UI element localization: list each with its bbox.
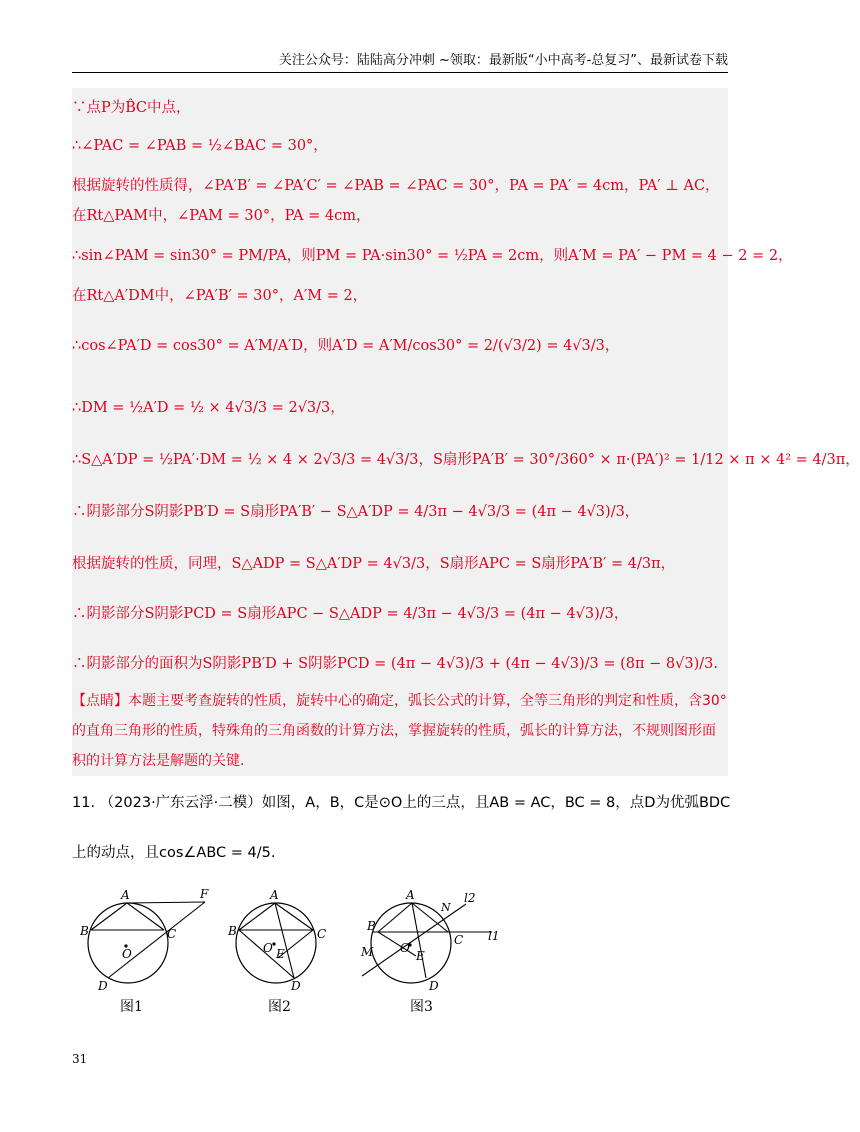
fig1-label: D [98, 979, 108, 993]
fig3-label: B [367, 919, 376, 933]
fig2-center-dot [272, 942, 275, 945]
fig1-circle [88, 903, 168, 983]
solution-line-10: ∴阴影部分S阴影PB′D = S扇形PA′B′ − S△A′DP = 4/3π − 4√3/3 = (4π − 4√3)/3， [72, 504, 640, 520]
fig3-circle [371, 903, 451, 983]
fig2-label: C [317, 927, 327, 941]
figure-3-diagram [356, 886, 506, 996]
solution-line-8: ∴DM = ½A′D = ½ × 4√3/3 = 2√3/3， [72, 400, 345, 416]
page-number: 31 [72, 1052, 88, 1066]
solution-line-3: 根据旋转的性质得，∠PA′B′ = ∠PA′C′ = ∠PAB = ∠PAC = 30°，PA = PA′ = 4cm，PA′ ⊥ AC， [72, 178, 720, 194]
solution-block [72, 88, 860, 776]
solution-line-9: ∴S△A′DP = ½PA′·DM = ½ × 4 × 2√3/3 = 4√3/3，S扇形PA′B′ = 30°/360° × π·(PA′)² = 1/12 × π × 4² = 4/3π， [72, 452, 860, 468]
fig3-label: M [361, 945, 374, 959]
problem-line-1: 11. （2023·广东云浮·二模）如图，A，B，C是⊙O上的三点，且AB = AC，BC = 8，点D为优弧BDC [72, 795, 731, 811]
fig1-label: F [200, 887, 209, 901]
fig3-label: E [416, 949, 425, 963]
fig3-label: N [441, 901, 451, 914]
fig2-label: D [291, 979, 301, 993]
fig3-chord-AB [378, 903, 412, 932]
fig1-label: A [121, 888, 130, 902]
fig2-chord-AB [239, 903, 275, 930]
problem-line-2: 上的动点，且cos∠ABC = 4/5. [72, 845, 276, 861]
page-header: 关注公众号：陆陆高分冲刺 ~领取：最新版“小中高考-总复习”、最新试卷下载 [278, 53, 728, 68]
solution-line-13: ∴阴影部分的面积为S阴影PB′D + S阴影PCD = (4π − 4√3)/3 + (4π − 4√3)/3 = (8π − 8√3)/3. [72, 656, 718, 672]
solution-line-4: 在Rt△PAM中，∠PAM = 30°，PA = 4cm， [72, 208, 371, 224]
fig3-label: C [454, 933, 464, 947]
figure-2-diagram [228, 886, 338, 996]
fig3-label: l1 [488, 929, 500, 943]
fig3-label: D [429, 979, 439, 993]
fig1-line-AF [127, 902, 205, 903]
fig1-label: O [122, 947, 132, 961]
solution-line-6: 在Rt△A′DM中，∠PA′B′ = 30°，A′M = 2， [72, 288, 368, 304]
fig2-circle [236, 903, 316, 983]
figure-3-caption: 图3 [410, 999, 433, 1015]
fig2-label: A [270, 888, 279, 902]
figure-1-caption: 图1 [120, 999, 143, 1015]
fig3-label: A [406, 888, 415, 902]
fig2-label: B [228, 924, 237, 938]
header-divider [72, 72, 728, 73]
fig2-label: E [276, 947, 285, 961]
figure-2-caption: 图2 [268, 999, 291, 1015]
key-point-note: 【点睛】本题主要考查旋转的性质，旋转中心的确定，弧长公式的计算，全等三角形的判定和性质，含30°的直角三角形的性质，特殊角的三角函数的计算方法，掌握旋转的性质，弧长的计算方法，不规则图形面积的计算方法是解题的关键. [72, 693, 727, 769]
solution-line-12: ∴阴影部分S阴影PCD = S扇形APC − S△ADP = 4/3π − 4√3/3 = (4π − 4√3)/3， [72, 606, 629, 622]
solution-line-2: ∴∠PAC = ∠PAB = ½∠BAC = 30°， [72, 138, 328, 154]
solution-line-11: 根据旋转的性质，同理，S△ADP = S△A′DP = 4√3/3，S扇形APC = S扇形PA′B′ = 4/3π， [72, 556, 676, 572]
fig3-label: O [400, 941, 410, 955]
solution-line-5: ∴sin∠PAM = sin30° = PM/PA，则PM = PA·sin30° = ½PA = 2cm，则A′M = PA′ − PM = 4 − 2 = 2， [72, 248, 793, 264]
fig2-label: O [263, 941, 273, 955]
fig1-line-FD [108, 902, 205, 978]
fig3-label: l2 [464, 891, 476, 905]
solution-line-1: ∵点P为B̂C中点， [72, 100, 191, 116]
figure-1-diagram [78, 886, 218, 996]
fig1-chord-AB [91, 903, 127, 930]
solution-line-7: ∴cos∠PA′D = cos30° = A′M/A′D，则A′D = A′M/cos30° = 2/(√3/2) = 4√3/3， [72, 338, 620, 354]
fig1-label: B [80, 924, 89, 938]
fig1-label: C [167, 927, 177, 941]
